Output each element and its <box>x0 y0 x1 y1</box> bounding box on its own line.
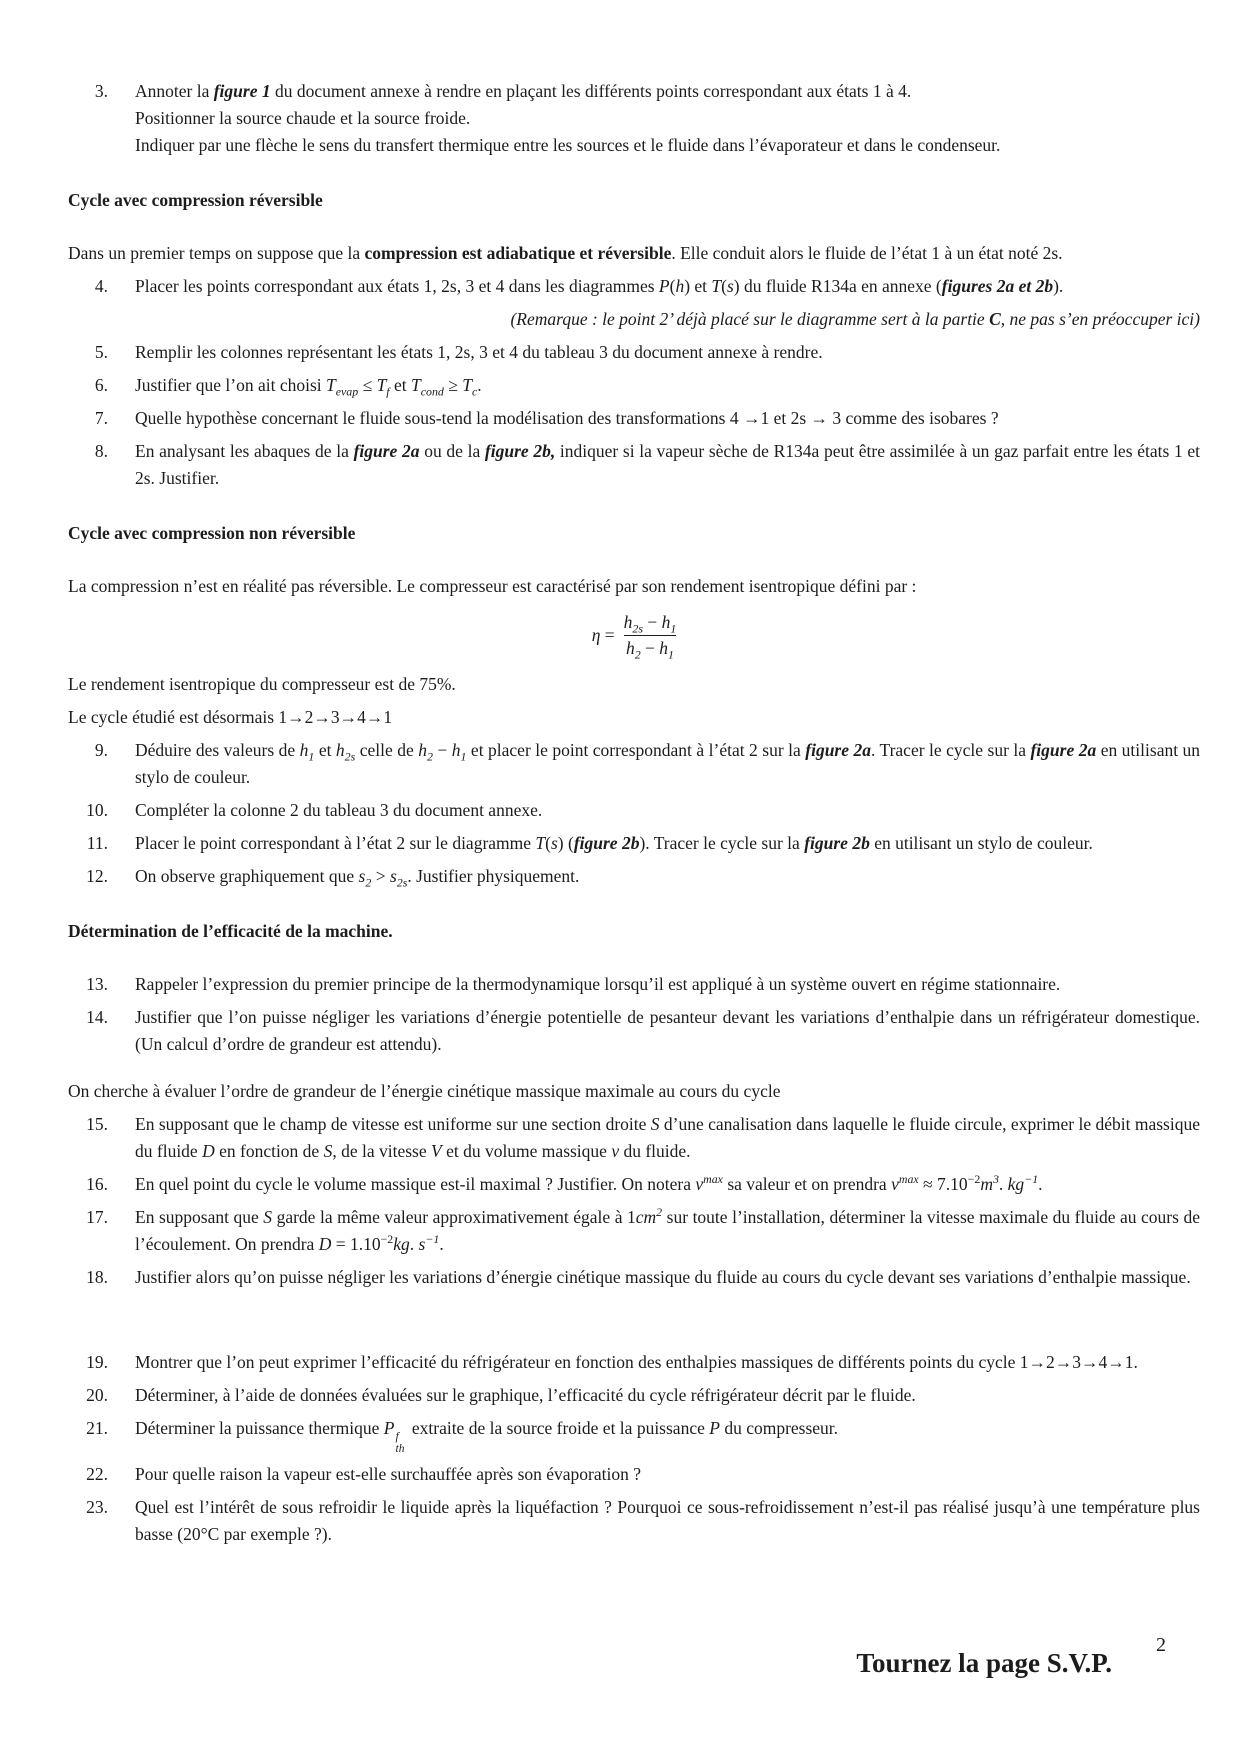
isentropic-efficiency-formula <box>68 610 1200 661</box>
item-paragraph: Montrer que l’on peut exprimer l’efficacité du réfrigérateur en fonction des enthalpies massiques de différents points du cycle 1→2→3→4→1. <box>135 1352 1138 1372</box>
item-paragraph: Justifier que l’on ait choisi $T_{evap} \le T_f$ et $T_{cond} \ge T_c$. <box>135 375 482 399</box>
item-text <box>135 1415 1200 1455</box>
question-item <box>68 863 1200 890</box>
question-item <box>68 1264 1200 1291</box>
item-paragraph: Déduire des valeurs de $h_1$ et $h_{2s}$ celle de $h_2 - h_1$ et placer le point correspondant à l’état 2 sur la figure 2a. Tracer le cycle sur la figure 2a en utilisant un stylo de couleur. <box>135 740 1201 787</box>
item-text <box>135 78 1200 159</box>
item-number: 4. <box>94 276 108 296</box>
item-paragraph: Annoter la figure 1 du document annexe à rendre en plaçant les différents points correspondant aux états 1 à 4. <box>135 81 912 101</box>
item-paragraph: Quelle hypothèse concernant le fluide sous-tend la modélisation des transformations 4 →1 et 2s → 3 comme des isobares ? <box>135 408 999 428</box>
section-heading: Cycle avec compression non réversible <box>68 523 356 543</box>
fraction-denominator: $h_2 - h_1$ <box>624 635 677 661</box>
question-item <box>68 1494 1200 1548</box>
question-item <box>68 78 1200 159</box>
item-number: 18. <box>86 1267 108 1287</box>
formula-lhs: η = <box>591 625 615 645</box>
fraction-numerator: $h_{2s} - h_1$ <box>623 612 677 636</box>
item-paragraph: Rappeler l’expression du premier principe de la thermodynamique lorsqu’il est appliqué à un système ouvert en régime stationnaire. <box>135 974 1061 994</box>
question-item <box>68 1171 1200 1198</box>
section-heading: Détermination de l’efficacité de la machine. <box>68 921 393 941</box>
question-item <box>68 1382 1200 1409</box>
item-text <box>135 372 1200 399</box>
item-text <box>135 339 1200 366</box>
item-number: 9. <box>94 740 108 760</box>
formula-fraction <box>624 610 677 661</box>
question-item <box>68 273 1200 300</box>
item-paragraph: En analysant les abaques de la figure 2a ou de la figure 2b, indiquer si la vapeur sèche de R134a peut être assimilée à un gaz parfait entre les états 1 et 2s. Justifier. <box>135 441 1201 488</box>
item-number: 20. <box>86 1385 108 1405</box>
item-text <box>135 797 1200 824</box>
question-item <box>68 797 1200 824</box>
intro-paragraph: La compression n’est en réalité pas réversible. Le compresseur est caractérisé par son rendement isentropique défini par : <box>68 576 917 596</box>
item-paragraph: Déterminer la puissance thermique P f th extraite de la source froide et la puissance P du compresseur. <box>135 1418 839 1455</box>
stacked-sup-sub: f th <box>395 1430 405 1455</box>
item-paragraph: Remplir les colonnes représentant les états 1, 2s, 3 et 4 du tableau 3 du document annexe à rendre. <box>135 342 823 362</box>
intro-paragraph: Le cycle étudié est désormais 1→2→3→4→1 <box>68 707 393 727</box>
item-paragraph: Indiquer par une flèche le sens du transfert thermique entre les sources et le fluide dans l’évaporateur et dans le condenseur. <box>135 135 1001 155</box>
item-paragraph: En quel point du cycle le volume massique est-il maximal ? Justifier. On notera $v^{max}$ sa valeur et on prendra $v^{max} \approx 7.10^{-2}m^3$. $kg^{-1}$. <box>135 1172 1043 1194</box>
question-item <box>68 737 1200 791</box>
item-text <box>135 1494 1200 1548</box>
item-text <box>135 1382 1200 1409</box>
question-item <box>68 1415 1200 1455</box>
item-number: 7. <box>94 408 108 428</box>
item-number: 6. <box>94 375 108 395</box>
item-text <box>135 971 1200 998</box>
item-number: 14. <box>86 1007 108 1027</box>
question-item <box>68 438 1200 492</box>
item-text <box>135 1264 1200 1291</box>
item-text <box>135 1204 1200 1258</box>
item-text <box>135 737 1200 791</box>
intro-paragraph: Le rendement isentropique du compresseur est de 75%. <box>68 674 456 694</box>
item-paragraph: Compléter la colonne 2 du tableau 3 du document annexe. <box>135 800 543 820</box>
item-number: 11. <box>86 833 108 853</box>
item-paragraph: Quel est l’intérêt de sous refroidir le liquide après la liquéfaction ? Pourquoi ce sous-refroidissement n’est-il pas réalisé jusqu’à une température plus basse (20°C par exemple ?). <box>135 1496 1200 1544</box>
item-paragraph: Placer le point correspondant à l’état 2 sur le diagramme T(s) (figure 2b). Tracer le cycle sur la figure 2b en utilisant un stylo de couleur. <box>135 833 1093 853</box>
item-number: 23. <box>86 1496 108 1517</box>
item-paragraph: Justifier alors qu’on puisse négliger les variations d’énergie cinétique massique du fluide au cours du cycle devant ses variations d’enthalpie massique. <box>135 1267 1191 1287</box>
item-text <box>135 1004 1200 1058</box>
item-text <box>135 273 1200 300</box>
document-body <box>68 78 1200 1548</box>
item-text <box>135 1349 1200 1376</box>
page-number: 2 <box>1156 1634 1166 1656</box>
section-heading: Cycle avec compression réversible <box>68 190 323 210</box>
item-number: 8. <box>94 441 108 461</box>
question-item <box>68 1461 1200 1488</box>
item-number: 3. <box>94 81 108 101</box>
item-number: 21. <box>86 1418 108 1438</box>
item-text <box>135 1461 1200 1488</box>
item-text <box>135 863 1200 890</box>
question-item <box>68 405 1200 432</box>
question-item <box>68 1349 1200 1376</box>
question-item <box>68 1004 1200 1058</box>
item-number: 5. <box>94 342 108 362</box>
item-number: 10. <box>86 800 108 820</box>
question-item <box>68 339 1200 366</box>
item-number: 16. <box>86 1174 108 1194</box>
intro-paragraph: On cherche à évaluer l’ordre de grandeur de l’énergie cinétique massique maximale au cours du cycle <box>68 1081 781 1101</box>
turn-page-notice: Tournez la page S.V.P. <box>856 1648 1112 1678</box>
item-text <box>135 1111 1200 1165</box>
item-number: 13. <box>86 974 108 994</box>
remark-note: (Remarque : le point 2’ déjà placé sur le diagramme sert à la partie C, ne pas s’en préoccuper ici) <box>510 309 1200 329</box>
item-paragraph: En supposant que le champ de vitesse est uniforme sur une section droite S d’une canalisation dans laquelle le fluide circule, exprimer le débit massique du fluide D en fonction de S, de la vitesse V et du volume massique v du fluide. <box>135 1114 1201 1161</box>
item-paragraph: Justifier que l’on puisse négliger les variations d’énergie potentielle de pesanteur devant les variations d’enthalpie dans un réfrigérateur domestique. (Un calcul d’ordre de grandeur est attendu). <box>135 1007 1200 1054</box>
item-number: 17. <box>86 1207 108 1227</box>
item-paragraph: On observe graphiquement que $s_2 > s_{2s}$. Justifier physiquement. <box>135 866 580 890</box>
question-item <box>68 1111 1200 1165</box>
question-item <box>68 830 1200 857</box>
item-paragraph: Pour quelle raison la vapeur est-elle surchauffée après son évaporation ? <box>135 1463 642 1484</box>
question-item <box>68 1204 1200 1258</box>
item-number: 22. <box>86 1463 108 1484</box>
item-text <box>135 405 1200 432</box>
item-text <box>135 1171 1200 1198</box>
item-number: 19. <box>86 1352 108 1372</box>
item-number: 12. <box>86 866 108 886</box>
item-paragraph: Placer les points correspondant aux états 1, 2s, 3 et 4 dans les diagrammes P(h) et T(s) du fluide R134a en annexe (figures 2a et 2b). <box>135 276 1064 296</box>
question-item <box>68 372 1200 399</box>
question-item <box>68 971 1200 998</box>
item-paragraph: Déterminer, à l’aide de données évaluées sur le graphique, l’efficacité du cycle réfrigérateur décrit par le fluide. <box>135 1385 916 1405</box>
item-paragraph: En supposant que S garde la même valeur approximativement égale à $1cm^2$ sur toute l’installation, déterminer la vitesse maximale du fluide au cours de l’écoulement. On prendra $D = 1.10^{-2}kg$. $s^{-1}$. <box>135 1205 1200 1254</box>
item-text <box>135 830 1200 857</box>
item-paragraph: Positionner la source chaude et la source froide. <box>135 108 471 128</box>
intro-paragraph: Dans un premier temps on suppose que la compression est adiabatique et réversible. Elle conduit alors le fluide de l’état 1 à un état noté 2s. <box>68 243 1063 263</box>
item-text <box>135 438 1200 492</box>
item-number: 15. <box>86 1114 108 1134</box>
